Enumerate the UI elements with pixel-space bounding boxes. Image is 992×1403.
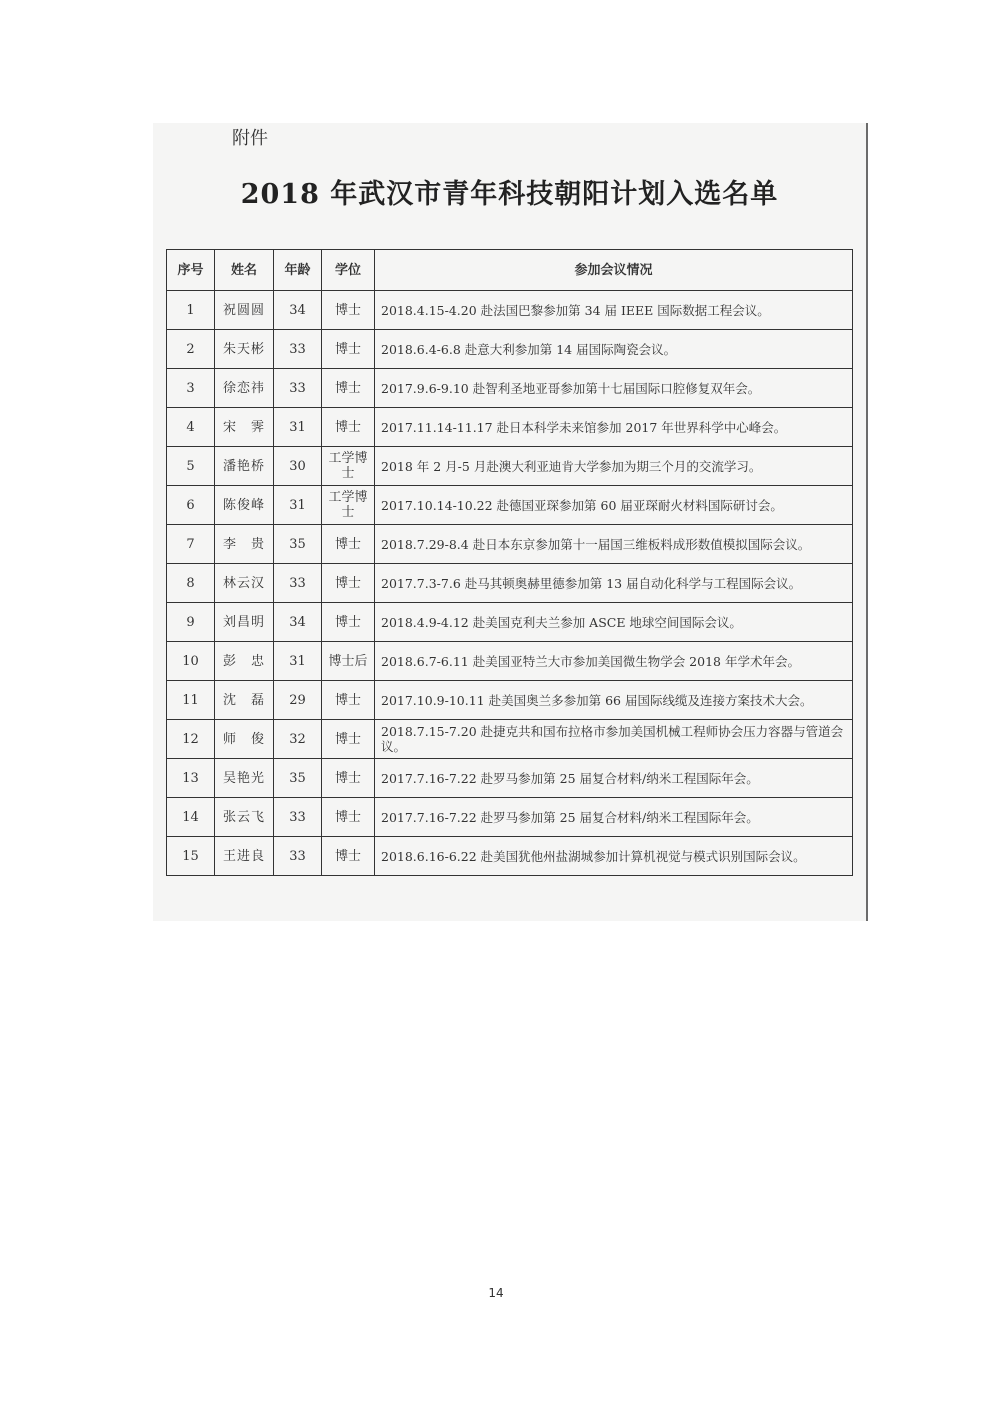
cell-name: 祝圆圆 [215,291,274,330]
table-header-row [167,250,853,291]
cell-no: 10 [167,642,215,681]
cell-name: 师 俊 [215,720,274,759]
cell-degree: 博士 [322,408,375,447]
cell-conference: 2017.10.9-10.11 赴美国奥兰多参加第 66 届国际线缆及连接方案技术大会。 [375,681,853,720]
cell-no: 5 [167,447,215,486]
cell-age: 32 [274,720,322,759]
cell-conference: 2017.11.14-11.17 赴日本科学未来馆参加 2017 年世界科学中心峰会。 [375,408,853,447]
cell-conference: 2018 年 2 月-5 月赴澳大利亚迪肯大学参加为期三个月的交流学习。 [375,447,853,486]
header-age: 年龄 [274,250,322,291]
cell-age: 31 [274,642,322,681]
cell-name: 林云汉 [215,564,274,603]
cell-conference: 2017.9.6-9.10 赴智利圣地亚哥参加第十七届国际口腔修复双年会。 [375,369,853,408]
cell-age: 33 [274,330,322,369]
cell-degree: 博士 [322,837,375,876]
cell-conference: 2018.7.15-7.20 赴捷克共和国布拉格市参加美国机械工程师协会压力容器与管道会议。 [375,720,853,759]
cell-conference: 2017.7.16-7.22 赴罗马参加第 25 届复合材料/纳米工程国际年会。 [375,798,853,837]
cell-age: 31 [274,486,322,525]
cell-conference: 2017.7.3-7.6 赴马其顿奥赫里德参加第 13 届自动化科学与工程国际会议。 [375,564,853,603]
attachment-label: 附件 [232,128,268,149]
cell-conference: 2018.6.16-6.22 赴美国犹他州盐湖城参加计算机视觉与模式识别国际会议。 [375,837,853,876]
cell-degree: 博士 [322,720,375,759]
page-number: 14 [488,1286,504,1300]
table-row [167,759,853,798]
cell-conference: 2018.4.15-4.20 赴法国巴黎参加第 34 届 IEEE 国际数据工程会议。 [375,291,853,330]
cell-no: 3 [167,369,215,408]
cell-degree: 博士 [322,369,375,408]
table-row [167,603,853,642]
cell-name: 彭 忠 [215,642,274,681]
table-row [167,720,853,759]
table-row [167,330,853,369]
cell-age: 30 [274,447,322,486]
table-row [167,837,853,876]
selection-table [166,249,853,876]
table-row [167,369,853,408]
table-row [167,408,853,447]
header-degree: 学位 [322,250,375,291]
cell-no: 8 [167,564,215,603]
cell-conference: 2018.6.7-6.11 赴美国亚特兰大市参加美国微生物学会 2018 年学术年会。 [375,642,853,681]
cell-age: 29 [274,681,322,720]
table-row [167,486,853,525]
cell-no: 14 [167,798,215,837]
table-body [167,291,853,876]
cell-degree: 博士 [322,798,375,837]
cell-name: 宋 霁 [215,408,274,447]
cell-name: 潘艳桥 [215,447,274,486]
cell-degree: 博士 [322,525,375,564]
cell-age: 33 [274,798,322,837]
table-row [167,798,853,837]
table-row [167,642,853,681]
cell-no: 12 [167,720,215,759]
cell-name: 张云飞 [215,798,274,837]
cell-degree: 博士 [322,330,375,369]
cell-no: 7 [167,525,215,564]
document-title: 2018 年武汉市青年科技朝阳计划入选名单 [240,179,779,210]
cell-age: 33 [274,369,322,408]
cell-name: 陈俊峰 [215,486,274,525]
cell-age: 34 [274,291,322,330]
cell-no: 1 [167,291,215,330]
cell-age: 35 [274,759,322,798]
cell-degree: 博士 [322,564,375,603]
cell-name: 朱天彬 [215,330,274,369]
cell-age: 34 [274,603,322,642]
header-no: 序号 [167,250,215,291]
cell-no: 11 [167,681,215,720]
cell-name: 徐恋祎 [215,369,274,408]
table-row [167,447,853,486]
cell-degree: 博士后 [322,642,375,681]
cell-conference: 2017.7.16-7.22 赴罗马参加第 25 届复合材料/纳米工程国际年会。 [375,759,853,798]
table-row [167,564,853,603]
table-row [167,291,853,330]
table-row [167,525,853,564]
cell-no: 13 [167,759,215,798]
cell-age: 31 [274,408,322,447]
cell-age: 33 [274,564,322,603]
cell-conference: 2017.10.14-10.22 赴德国亚琛参加第 60 届亚琛耐火材料国际研讨会。 [375,486,853,525]
cell-conference: 2018.6.4-6.8 赴意大利参加第 14 届国际陶瓷会议。 [375,330,853,369]
cell-conference: 2018.7.29-8.4 赴日本东京参加第十一届国三维板料成形数值模拟国际会议。 [375,525,853,564]
header-name: 姓名 [215,250,274,291]
cell-no: 6 [167,486,215,525]
header-conference: 参加会议情况 [375,250,853,291]
cell-conference: 2018.4.9-4.12 赴美国克利夫兰参加 ASCE 地球空间国际会议。 [375,603,853,642]
cell-name: 王进良 [215,837,274,876]
cell-degree: 工学博士 [322,486,375,525]
cell-name: 沈 磊 [215,681,274,720]
cell-degree: 博士 [322,603,375,642]
cell-name: 吴艳光 [215,759,274,798]
cell-degree: 博士 [322,681,375,720]
cell-degree: 博士 [322,291,375,330]
cell-name: 李 贵 [215,525,274,564]
cell-no: 15 [167,837,215,876]
cell-no: 4 [167,408,215,447]
cell-degree: 工学博士 [322,447,375,486]
cell-degree: 博士 [322,759,375,798]
cell-name: 刘昌明 [215,603,274,642]
cell-no: 9 [167,603,215,642]
cell-no: 2 [167,330,215,369]
table-row [167,681,853,720]
scan-edge-line [866,123,868,921]
cell-age: 35 [274,525,322,564]
cell-age: 33 [274,837,322,876]
